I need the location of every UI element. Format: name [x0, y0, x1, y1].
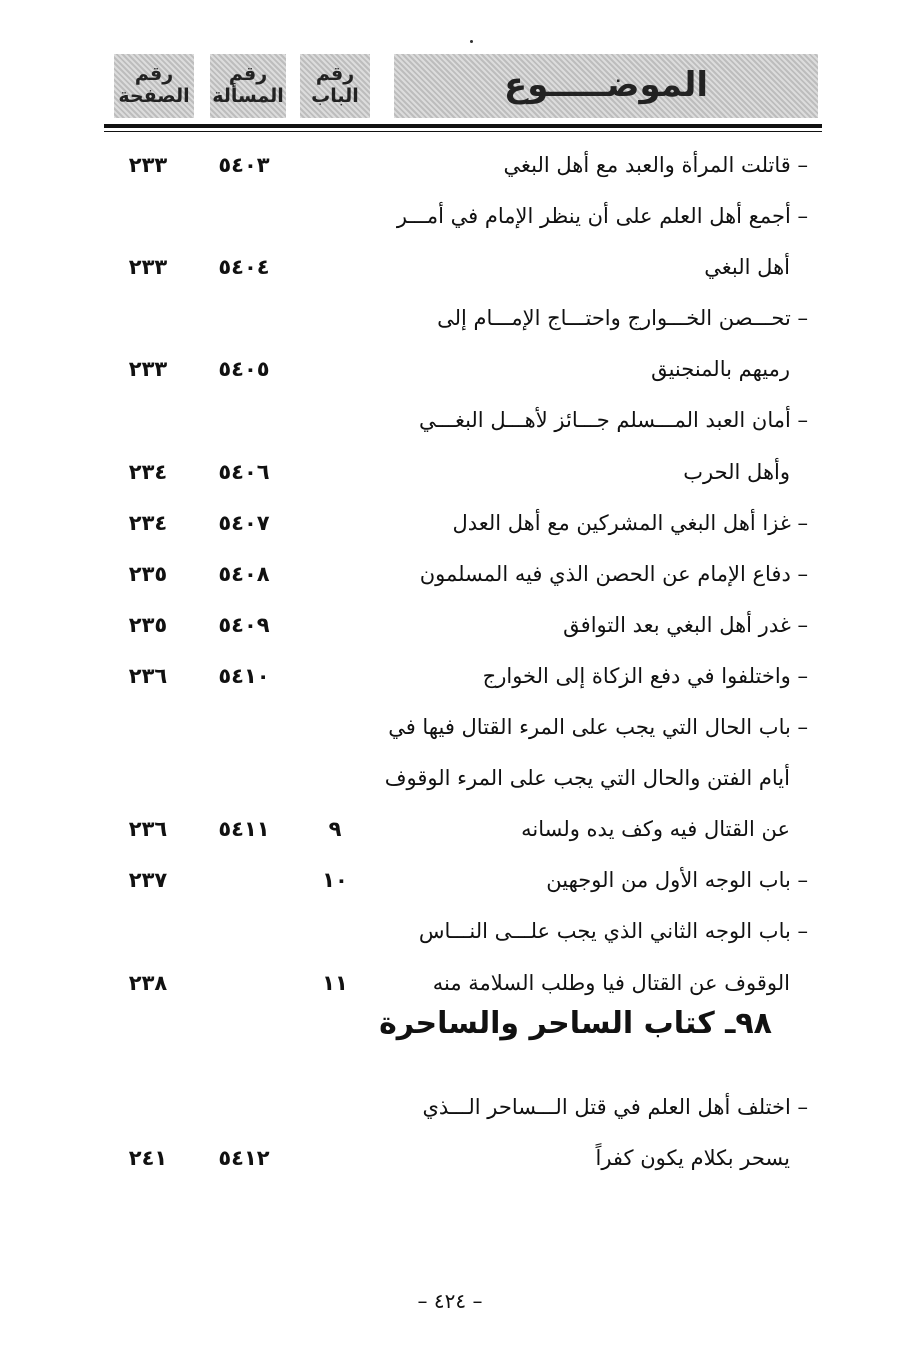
page-ref	[108, 702, 188, 753]
header-issue-top: رقم	[228, 63, 268, 86]
header-page-top: رقم	[134, 63, 174, 86]
issue-number	[204, 702, 284, 753]
chapter-number: ١٠	[322, 868, 348, 893]
speck	[470, 40, 473, 43]
chapter-number	[300, 600, 370, 651]
topic-text: – تحـــصن الخـــوارج واحتـــاج الإمـــام إلى	[437, 306, 808, 331]
page-ref: ٢٣٥	[128, 561, 168, 586]
chapter-number	[300, 242, 370, 293]
issue-number: ٥٤٠٦	[218, 459, 270, 484]
index-row	[0, 804, 900, 855]
topic-text: – اختلف أهل العلم في قتل الـــساحر الـــذي	[422, 1095, 808, 1119]
topic-text: – دفاع الإمام عن الحصن الذي فيه المسلمون	[419, 561, 808, 586]
chapter-number	[300, 140, 370, 191]
issue-number	[204, 958, 284, 1009]
topic-text: – واختلفوا في دفع الزكاة إلى الخوارج	[482, 663, 808, 688]
header-topic: الموضـــــوع	[503, 65, 709, 106]
header-rule-thick	[104, 124, 822, 128]
header-issue-col	[210, 54, 286, 118]
chapter-number	[300, 1082, 370, 1133]
page-ref	[108, 906, 188, 957]
index-row	[0, 140, 900, 191]
chapter-number: ٩	[328, 817, 342, 842]
issue-number: ٥٤٠٥	[218, 357, 270, 382]
index-row	[0, 447, 900, 498]
page-ref: ٢٤١	[128, 1146, 168, 1171]
index-row	[0, 702, 900, 753]
page-ref: ٢٣٨	[128, 970, 168, 995]
topic-text: الوقوف عن القتال فيا وطلب السلامة منه	[432, 970, 790, 995]
chapter-number	[300, 753, 370, 804]
chapter-number	[300, 191, 370, 242]
topic-text: أهل البغي	[704, 255, 790, 280]
index-row	[0, 191, 900, 242]
topic-text: أيام الفتن والحال التي يجب على المرء الوقوف	[384, 766, 790, 791]
chapter-number	[300, 293, 370, 344]
topic-text: يسحر بكلام يكون كفراً	[595, 1146, 790, 1171]
issue-number	[204, 906, 284, 957]
issue-number: ٥٤١٢	[218, 1146, 270, 1171]
topic-text: – غزا أهل البغي المشركين مع أهل العدل	[452, 510, 808, 535]
page-ref	[108, 293, 188, 344]
page-ref	[108, 1082, 188, 1133]
issue-number	[204, 855, 284, 906]
issue-number	[204, 1082, 284, 1133]
issue-number: ٥٤٠٣	[218, 153, 270, 177]
chapter-number: ١١	[322, 970, 348, 995]
issue-number: ٥٤٠٤	[218, 255, 270, 280]
topic-text: – باب الوجه الثاني الذي يجب علـــى النـــاس	[418, 919, 808, 944]
chapter-number	[300, 395, 370, 446]
index-row	[0, 855, 900, 906]
page-ref: ٢٣٣	[128, 357, 168, 382]
page-ref: ٢٣٣	[128, 255, 168, 280]
page-ref	[108, 191, 188, 242]
index-row	[0, 242, 900, 293]
index-row	[0, 906, 900, 957]
section-title: ٩٨ـ كتاب الساحر والساحرة	[379, 1006, 772, 1041]
topic-text: رميهم بالمنجنيق	[651, 357, 790, 382]
chapter-number	[300, 498, 370, 549]
chapter-number	[300, 702, 370, 753]
chapter-number	[300, 549, 370, 600]
header-page-col	[114, 54, 194, 118]
topic-text: عن القتال فيه وكف يده ولسانه	[521, 817, 790, 842]
issue-number: ٥٤٠٧	[218, 510, 270, 535]
index-rows-2	[0, 1082, 900, 1184]
page-number: – ٤٢٤ –	[417, 1289, 483, 1313]
header-page-bottom: الصفحة	[118, 85, 190, 107]
topic-text: وأهل الحرب	[683, 459, 790, 484]
index-row	[0, 395, 900, 446]
page-ref: ٢٣٦	[128, 817, 168, 842]
issue-number	[204, 395, 284, 446]
chapter-number	[300, 344, 370, 395]
topic-text: – أمان العبد المـــسلم جـــائز لأهـــل البغـــي	[418, 408, 808, 433]
index-rows	[0, 140, 900, 1009]
page-ref: ٢٣٣	[128, 153, 168, 177]
index-row	[0, 293, 900, 344]
page-ref: ٢٣٤	[128, 459, 168, 484]
issue-number: ٥٤١١	[218, 817, 270, 842]
topic-text: – أجمع أهل العلم على أن ينظر الإمام في أمـــر	[396, 204, 808, 229]
header-rule-thin	[104, 131, 822, 132]
page-ref: ٢٣٧	[128, 868, 168, 893]
chapter-number	[300, 447, 370, 498]
header-chapter-top: رقم	[315, 63, 355, 86]
page-ref	[108, 395, 188, 446]
issue-number: ٥٤١٠	[218, 663, 270, 688]
page-ref	[108, 753, 188, 804]
index-row	[0, 498, 900, 549]
index-row	[0, 600, 900, 651]
header-topic-col	[394, 54, 818, 118]
index-row	[0, 958, 900, 1009]
chapter-number	[300, 906, 370, 957]
page-ref: ٢٣٥	[128, 612, 168, 637]
issue-number	[204, 293, 284, 344]
header-issue-bottom: المسألة	[212, 85, 284, 107]
index-row	[0, 549, 900, 600]
page-ref: ٢٣٦	[128, 663, 168, 688]
index-row	[0, 344, 900, 395]
issue-number	[204, 753, 284, 804]
issue-number: ٥٤٠٨	[218, 561, 270, 586]
chapter-number	[300, 651, 370, 702]
index-row	[0, 753, 900, 804]
index-row	[0, 651, 900, 702]
issue-number	[204, 191, 284, 242]
topic-text: – باب الوجه الأول من الوجهين	[546, 868, 808, 893]
index-row	[0, 1082, 900, 1133]
issue-number: ٥٤٠٩	[218, 612, 270, 637]
topic-text: – غدر أهل البغي بعد التوافق	[563, 612, 808, 637]
chapter-number	[300, 1133, 370, 1184]
header-chapter-col	[300, 54, 370, 118]
header-chapter-bottom: الباب	[311, 85, 359, 107]
topic-text: – قاتلت المرأة والعبد مع أهل البغي	[503, 153, 808, 177]
topic-text: – باب الحال التي يجب على المرء القتال فيها في	[388, 715, 808, 740]
page-ref: ٢٣٤	[128, 510, 168, 535]
index-row	[0, 1133, 900, 1184]
